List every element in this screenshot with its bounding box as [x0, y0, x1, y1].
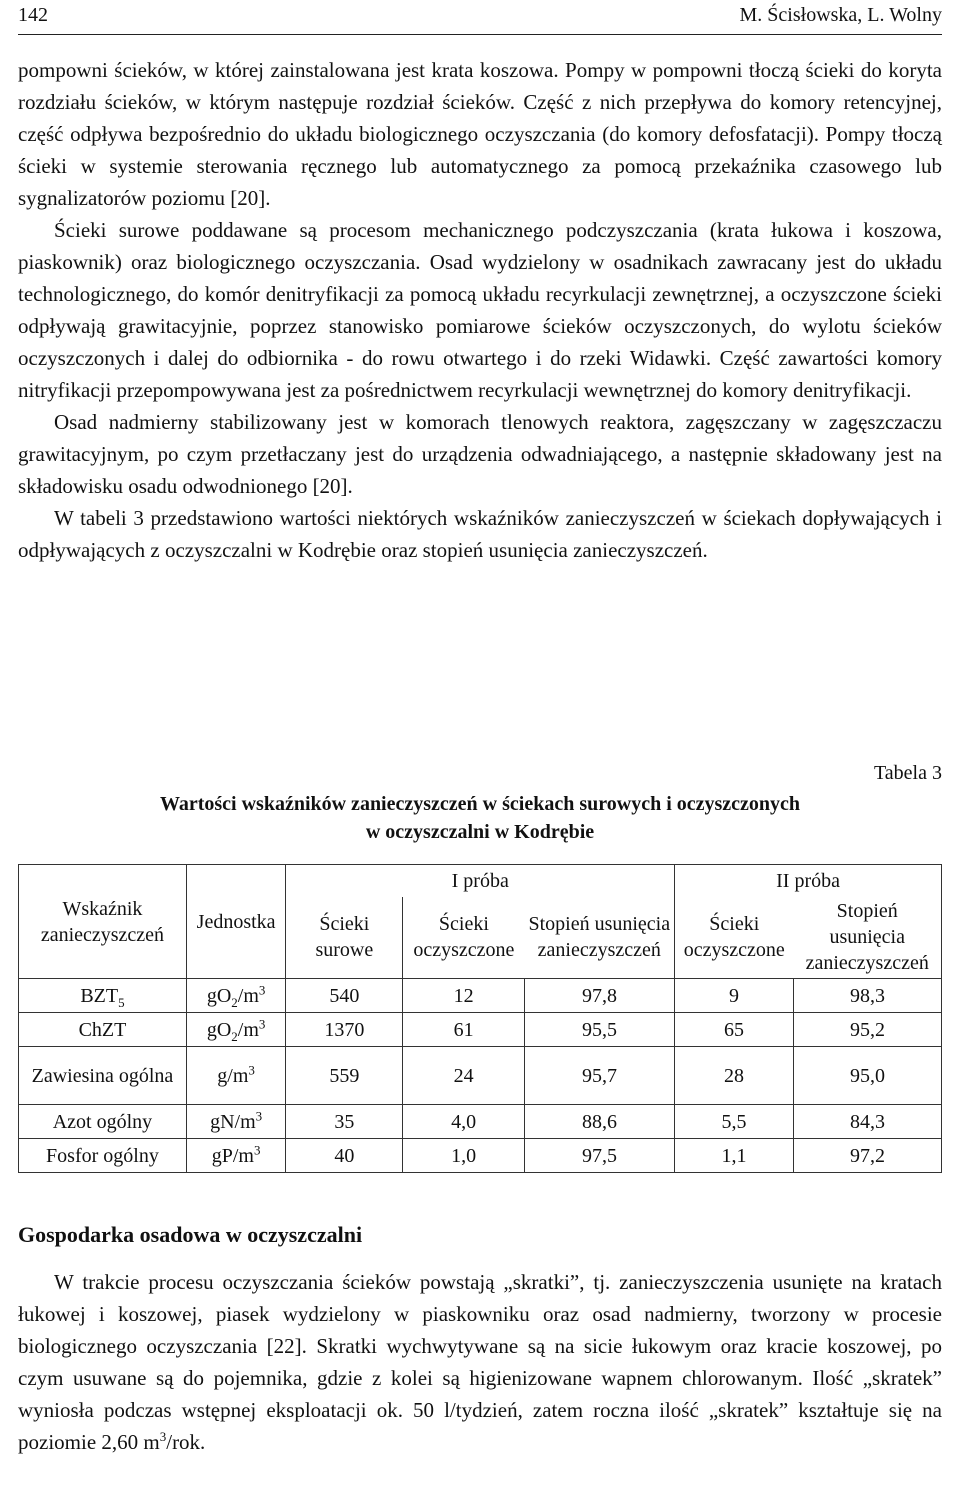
cell-unit [186, 1013, 285, 1047]
cell-removal-1: 97,8 [524, 979, 674, 1013]
cell-treated-1: 61 [403, 1013, 525, 1047]
cell-treated-2: 5,5 [675, 1105, 794, 1139]
cell-unit-sup: 3 [258, 981, 266, 997]
cell-unit [186, 1139, 285, 1173]
cell-treated-2: 65 [675, 1013, 794, 1047]
table-row [19, 979, 942, 1013]
cell-unit-mid: /m [232, 1144, 254, 1167]
section-paragraph-end: /rok. [166, 1430, 206, 1454]
cell-removal-2: 98,3 [793, 979, 941, 1013]
cell-indicator-text: Zawiesina ogólna [31, 1064, 174, 1087]
cell-unit-sub: 2 [231, 1028, 238, 1044]
header-unit: Jednostka [186, 865, 285, 979]
cell-indicator [19, 1139, 187, 1173]
cell-raw: 540 [286, 979, 403, 1013]
cell-unit-sup: 3 [253, 1141, 261, 1157]
cell-treated-1: 4,0 [403, 1105, 525, 1139]
cell-unit-sup: 3 [248, 1061, 255, 1077]
cell-removal-1: 95,5 [524, 1013, 674, 1047]
cell-unit-mid: /m [227, 1064, 249, 1087]
section-paragraph-main: W trakcie procesu oczyszczania ścieków powstają „skratki”, tj. zanieczyszczenia usunięte na kratach łukowej i koszowej, piasek wydzielony w piaskowniku oraz osad nadmierny, tworzony w procesie biologicznego oczyszczania [22]. Skratki wychwytywane są na sicie łukowym oraz kracie koszowej, po czym usuwane są do pojemnika, gdzie z kolei są higienizowane wapnem chlorowanym. Ilość „skratek” wyniosła podczas wstępnej eksploatacji ok. 50 l/tydzień, zatem roczna ilość „skratek” kształtuje się na poziomie 2,60 m [18, 1270, 942, 1454]
cell-removal-1: 97,5 [524, 1139, 674, 1173]
cell-treated-2: 28 [675, 1047, 794, 1105]
cell-unit-mid: /m [237, 984, 259, 1007]
paragraph-4: W tabeli 3 przedstawiono wartości niektórych wskaźników zanieczyszczeń w ściekach dopływających i odpływających z oczyszczalni w Kodrębie oraz stopień usunięcia zanieczyszczeń. [18, 506, 942, 562]
paragraph-3: Osad nadmierny stabilizowany jest w komorach tlenowych reaktora, zagęszczany w zagęszczaczu grawitacyjnym, po czym przetłaczany jest do urządzenia odwadniającego, a następnie składowany jest na składowisku osadu odwodnionego [20]. [18, 410, 942, 498]
header-removal-1: Stopień usunięcia zanieczyszczeń [524, 897, 674, 979]
table-title [18, 790, 942, 846]
cell-unit-pre: gN [210, 1110, 235, 1133]
header-raw: Ścieki surowe [286, 897, 403, 979]
cell-removal-2: 95,2 [793, 1013, 941, 1047]
cell-unit-sup: 3 [258, 1015, 266, 1031]
table-row [19, 1047, 942, 1105]
section-paragraph-sup: 3 [159, 1429, 167, 1444]
cell-unit-mid: /m [237, 1018, 259, 1041]
body-text-top [18, 54, 942, 566]
table-title-line-2: w oczyszczalni w Kodrębie [365, 821, 595, 843]
table-label: Tabela 3 [873, 762, 942, 784]
running-header [18, 0, 942, 35]
body-text-bottom [18, 1266, 942, 1458]
cell-unit-pre: g [217, 1064, 228, 1087]
table-row [19, 1013, 942, 1047]
section-heading: Gospodarka osadowa w oczyszczalni [18, 1222, 363, 1247]
cell-treated-1: 12 [403, 979, 525, 1013]
cell-indicator-text: BZT [80, 984, 119, 1007]
cell-raw: 40 [286, 1139, 403, 1173]
cell-unit [186, 1047, 285, 1105]
cell-unit-pre: gP [211, 1144, 233, 1167]
header-treated-1: Ścieki oczyszczone [403, 897, 525, 979]
header-indicator: Wskaźnik zanieczyszczeń [19, 865, 187, 979]
cell-unit-sub: 2 [231, 994, 238, 1010]
cell-treated-2: 9 [675, 979, 794, 1013]
cell-indicator [19, 1105, 187, 1139]
cell-treated-1: 1,0 [403, 1139, 525, 1173]
header-trial-2: II próba [675, 865, 942, 897]
table-body [19, 979, 942, 1173]
cell-treated-2: 1,1 [675, 1139, 794, 1173]
cell-unit-pre: gO [206, 984, 232, 1007]
cell-raw: 1370 [286, 1013, 403, 1047]
cell-removal-2: 84,3 [793, 1105, 941, 1139]
cell-raw: 559 [286, 1047, 403, 1105]
cell-indicator [19, 979, 187, 1013]
cell-unit [186, 979, 285, 1013]
cell-unit [186, 1105, 285, 1139]
cell-indicator-text: ChZT [78, 1018, 127, 1041]
page-number: 142 [18, 4, 48, 26]
header-trial-1: I próba [286, 865, 675, 897]
table-title-line-1: Wartości wskaźników zanieczyszczeń w ściekach surowych i oczyszczonych [159, 793, 801, 815]
header-treated-2: Ścieki oczyszczone [675, 897, 794, 979]
cell-unit-sup: 3 [255, 1107, 263, 1123]
cell-indicator [19, 1047, 187, 1105]
cell-indicator-text: Azot ogólny [52, 1110, 153, 1133]
table-row [19, 1105, 942, 1139]
paragraph-1: pompowni ścieków, w której zainstalowana jest krata koszowa. Pompy w pompowni tłoczą ścieki do koryta rozdziału ścieków, w którym następuje rozdział ścieków. Część z nich przepływa do komory retencyjnej, część odpływa bezpośrednio do układu biologicznego oczyszczania (do komory defosfatacji). Pompy tłoczą ścieki w systemie sterowania ręcznego lub automatycznego za pomocą przekaźnika czasowego lub sygnalizatorów poziomu [20]. [18, 58, 942, 210]
cell-unit-pre: gO [206, 1018, 232, 1041]
cell-unit-mid: /m [234, 1110, 256, 1133]
cell-removal-1: 95,7 [524, 1047, 674, 1105]
cell-removal-2: 95,0 [793, 1047, 941, 1105]
cell-treated-1: 24 [403, 1047, 525, 1105]
cell-indicator [19, 1013, 187, 1047]
section-paragraph [18, 1266, 942, 1458]
paragraph-2: Ścieki surowe poddawane są procesom mechanicznego podczyszczania (krata łukowa i koszowa, piaskownik) oraz biologicznego oczyszczania. Osad wydzielony w osadnikach zawracany jest do układu technologicznego, do komór denitryfikacji za pomocą układu recyrkulacji zewnętrznej, a oczyszczone ścieki odpływają grawitacyjnie, poprzez stanowisko pomiarowe ścieków oczyszczonych, do wylotu ścieków oczyszczonych i dalej do odbiornika - do rowu otwartego i do rzeki Widawki. Część zawartości komory nitryfikacji przepompowywana jest za pośrednictwem recyrkulacji wewnętrznej do komory denitryfikacji. [18, 218, 942, 402]
running-authors: M. Ścisłowska, L. Wolny [739, 4, 942, 26]
header-removal-2: Stopień usunięcia zanieczyszczeń [793, 897, 941, 979]
cell-raw: 35 [286, 1105, 403, 1139]
cell-removal-2: 97,2 [793, 1139, 941, 1173]
cell-indicator-sub: 5 [118, 994, 125, 1010]
pollution-table [18, 864, 942, 1173]
table-row [19, 1139, 942, 1173]
cell-removal-1: 88,6 [524, 1105, 674, 1139]
cell-indicator-text: Fosfor ogólny [46, 1144, 159, 1167]
